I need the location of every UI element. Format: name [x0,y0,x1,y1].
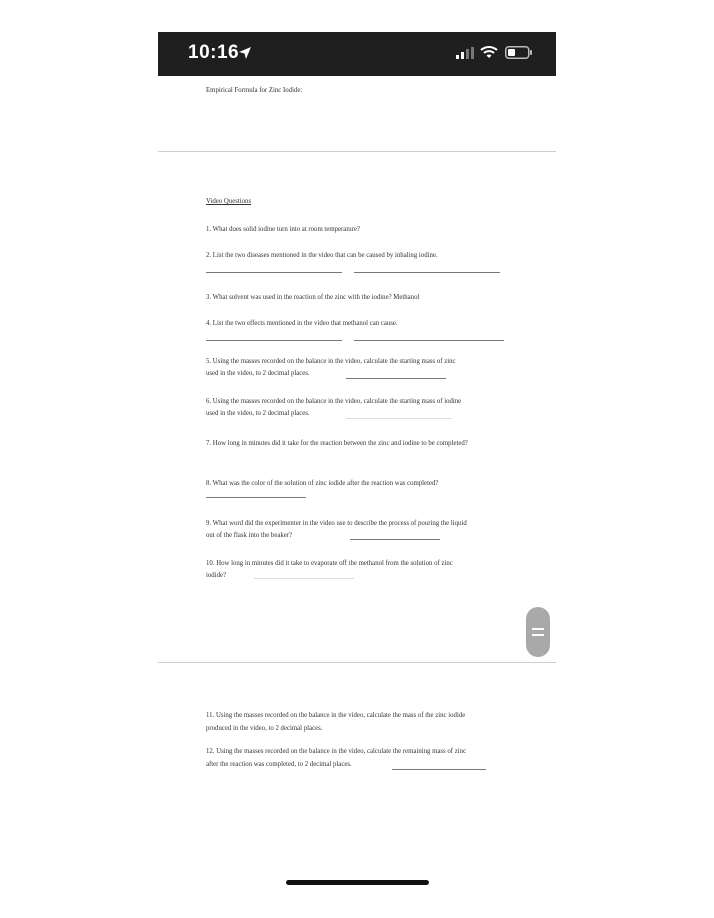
question-9-cont: out of the flask into the beaker? [206,532,293,539]
scroll-handle[interactable] [526,607,550,657]
question-11-cont: produced in the video, to 2 decimal places. [206,725,323,732]
question-9: 9. What word did the experimenter in the video use to describe the process of pouring the liquid [206,520,467,527]
status-time: 10:16 [188,42,240,63]
question-10: 10. How long in minutes did it take to evaporate off the methanol from the solution of zinc [206,560,453,567]
answer-line [350,539,440,540]
location-arrow-icon [238,46,252,60]
page-separator [158,662,556,663]
question-12: 12. Using the masses recorded on the balance in the video, calculate the remaining mass of zinc [206,748,467,755]
answer-line [206,340,342,341]
answer-line [392,769,486,770]
question-10-cont: iodide? [206,572,227,579]
answer-line [354,272,500,273]
question-12-cont: after the reaction was completed, to 2 decimal places. [206,761,352,768]
question-6: 6. Using the masses recorded on the balance in the video, calculate the starting mass of iodine [206,398,462,405]
question-4: 4. List the two effects mentioned in the video that methanol can cause. [206,320,398,327]
section-title: Video Questions [206,198,252,205]
home-indicator[interactable] [286,880,429,885]
answer-line [206,272,342,273]
wifi-icon [480,45,498,59]
question-2: 2. List the two diseases mentioned in the video that can be caused by inhaling iodine. [206,252,438,259]
doc-header: Empirical Formula for Zinc Iodide: [206,87,303,94]
question-1: 1. What does solid iodine turn into at room temperature? [206,226,360,233]
question-3: 3. What solvent was used in the reaction of the zinc with the iodine? Methanol [206,294,420,301]
answer-line [254,578,354,579]
question-11: 11. Using the masses recorded on the balance in the video, calculate the mass of the zinc iodide [206,712,466,719]
answer-line [354,340,504,341]
question-7: 7. How long in minutes did it take for the reaction between the zinc and iodine to be completed? [206,440,468,447]
answer-line [346,378,446,379]
question-8: 8. What was the color of the solution of zinc iodide after the reaction was completed? [206,480,439,487]
status-bar [158,32,556,76]
battery-icon [505,46,533,59]
question-5-cont: used in the video, to 2 decimal places. [206,370,310,377]
question-5: 5. Using the masses recorded on the balance in the video, calculate the starting mass of zinc [206,358,456,365]
cellular-signal-icon [456,47,474,59]
page-separator [158,151,556,152]
question-6-cont: used in the video, to 2 decimal places. [206,410,310,417]
answer-line [346,418,452,419]
answer-line [206,497,306,498]
